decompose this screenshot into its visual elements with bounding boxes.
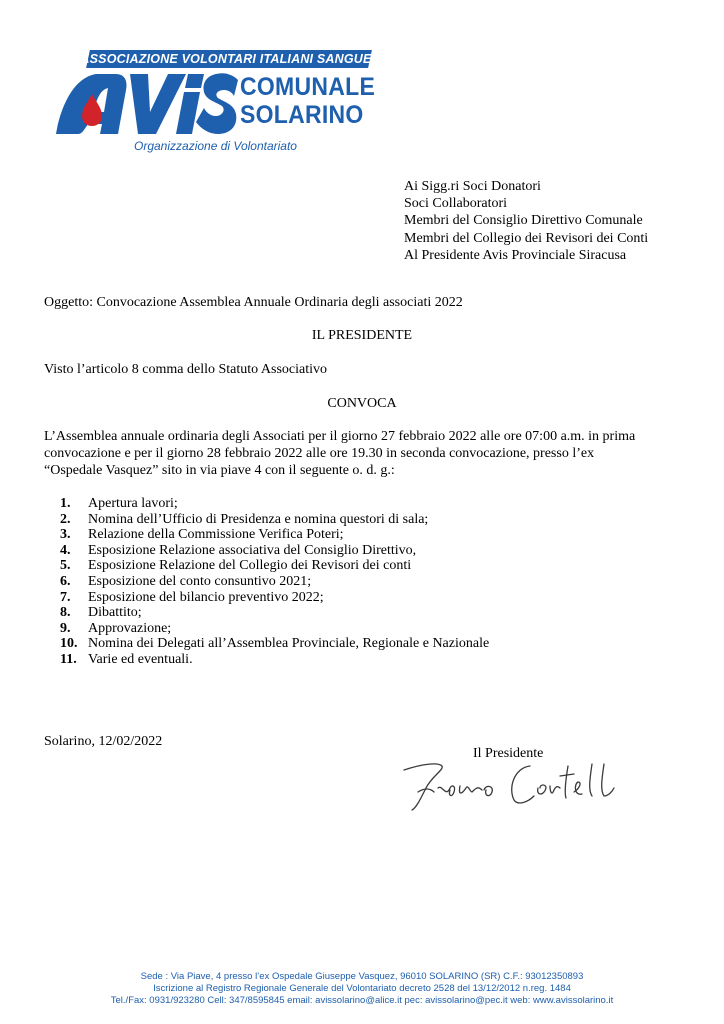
agenda-text: Relazione della Commissione Verifica Poteri; xyxy=(88,527,344,543)
agenda-number: 7. xyxy=(60,589,71,605)
agenda-number: 3. xyxy=(60,527,71,543)
heading-convoca: CONVOCA xyxy=(327,396,397,411)
logo-brand-text: AVIS xyxy=(145,70,148,71)
heading-president: IL PRESIDENTE xyxy=(311,328,413,343)
subject-line: Oggetto: Convocazione Assemblea Annuale Ordinaria degli associati 2022 xyxy=(44,295,463,310)
agenda-text: Approvazione; xyxy=(88,620,172,636)
agenda-item xyxy=(60,652,489,668)
agenda-number: 5. xyxy=(60,558,71,574)
agenda-text: Nomina dell’Ufficio di Presidenza e nomina questori di sala; xyxy=(88,511,429,527)
agenda-number: 10. xyxy=(60,636,78,652)
logo-banner-text: ASSOCIAZIONE VOLONTARI ITALIANI SANGUE xyxy=(80,52,372,66)
logo-solarino: SOLARINO xyxy=(240,101,364,129)
footer-line-registry: Iscrizione al Registro Regionale Generale del Volontariato decreto 2528 del 13/12/2012 n.reg. 1484 xyxy=(153,983,571,994)
agenda-number: 11. xyxy=(60,651,77,667)
agenda-number: 4. xyxy=(60,542,71,558)
addressee-block xyxy=(404,178,648,264)
agenda-number: 8. xyxy=(60,605,71,621)
paragraph-line: L’Assemblea annuale ordinaria degli Associati per il giorno 27 febbraio 2022 alle ore 07:00 a.m. in prima xyxy=(44,429,636,444)
agenda-text: Apertura lavori; xyxy=(88,496,178,511)
agenda-text: Nomina dei Delegati all’Assemblea Provinciale, Regionale e Nazionale xyxy=(88,636,490,652)
agenda-list xyxy=(60,496,489,668)
agenda-number: 1. xyxy=(60,496,71,511)
agenda-text: Esposizione del bilancio preventivo 2022; xyxy=(88,589,324,605)
agenda-text: Esposizione Relazione del Collegio dei Revisori dei conti xyxy=(88,558,412,574)
addressee-line: Membri del Collegio dei Revisori dei Conti xyxy=(404,230,649,246)
footer-line-contacts: Tel./Fax: 0931/923280 Cell: 347/8595845 email: avissolarino@alice.it pec: avissolarino@pec.it web: www.avissolarino.it xyxy=(110,995,614,1006)
agenda-item xyxy=(60,527,489,543)
signature-text: Ivono Cortelli xyxy=(402,758,408,759)
agenda-text: Esposizione del conto consuntivo 2021; xyxy=(88,573,312,589)
visto-line: Visto l’articolo 8 comma dello Statuto Associativo xyxy=(44,362,328,377)
addressee-line: Al Presidente Avis Provinciale Siracusa xyxy=(404,247,627,263)
footer-line-address: Sede : Via Piave, 4 presso l’ex Ospedale Giuseppe Vasquez, 96010 SOLARINO (SR) C.F.: 93012350893 xyxy=(140,971,584,982)
agenda-item xyxy=(60,636,489,652)
agenda-text: Varie ed eventuali. xyxy=(88,651,193,667)
logo-comunale: COMUNALE xyxy=(240,73,376,101)
paragraph-line: “Ospedale Vasquez” sito in via piave 4 con il seguente o. d. g.: xyxy=(44,463,395,478)
agenda-item xyxy=(60,512,489,528)
signer-title: Il Presidente xyxy=(473,746,544,761)
agenda-item xyxy=(60,558,489,574)
agenda-text: Esposizione Relazione associativa del Consiglio Direttivo, xyxy=(88,542,417,558)
convocation-paragraph xyxy=(44,428,684,479)
agenda-item xyxy=(60,590,489,606)
paragraph-line: convocazione e per il giorno 28 febbraio 2022 alle ore 19.30 in seconda convocazione, presso l’ex xyxy=(44,446,595,461)
place-date: Solarino, 12/02/2022 xyxy=(44,734,163,749)
addressee-line: Ai Sigg.ri Soci Donatori xyxy=(404,179,541,194)
agenda-item xyxy=(60,496,489,512)
agenda-text: Dibattito; xyxy=(88,605,142,621)
agenda-number: 6. xyxy=(60,573,71,589)
agenda-item xyxy=(60,574,489,590)
agenda-item xyxy=(60,621,489,637)
agenda-item xyxy=(60,543,489,559)
agenda-item xyxy=(60,605,489,621)
addressee-line: Soci Collaboratori xyxy=(404,196,508,212)
logo-subtitle: Organizzazione di Volontariato xyxy=(134,139,297,153)
addressee-line: Membri del Consiglio Direttivo Comunale xyxy=(404,213,643,229)
handwritten-signature xyxy=(402,758,622,814)
agenda-number: 9. xyxy=(60,620,71,636)
agenda-number: 2. xyxy=(60,511,71,527)
avis-logo-mark xyxy=(52,70,238,138)
